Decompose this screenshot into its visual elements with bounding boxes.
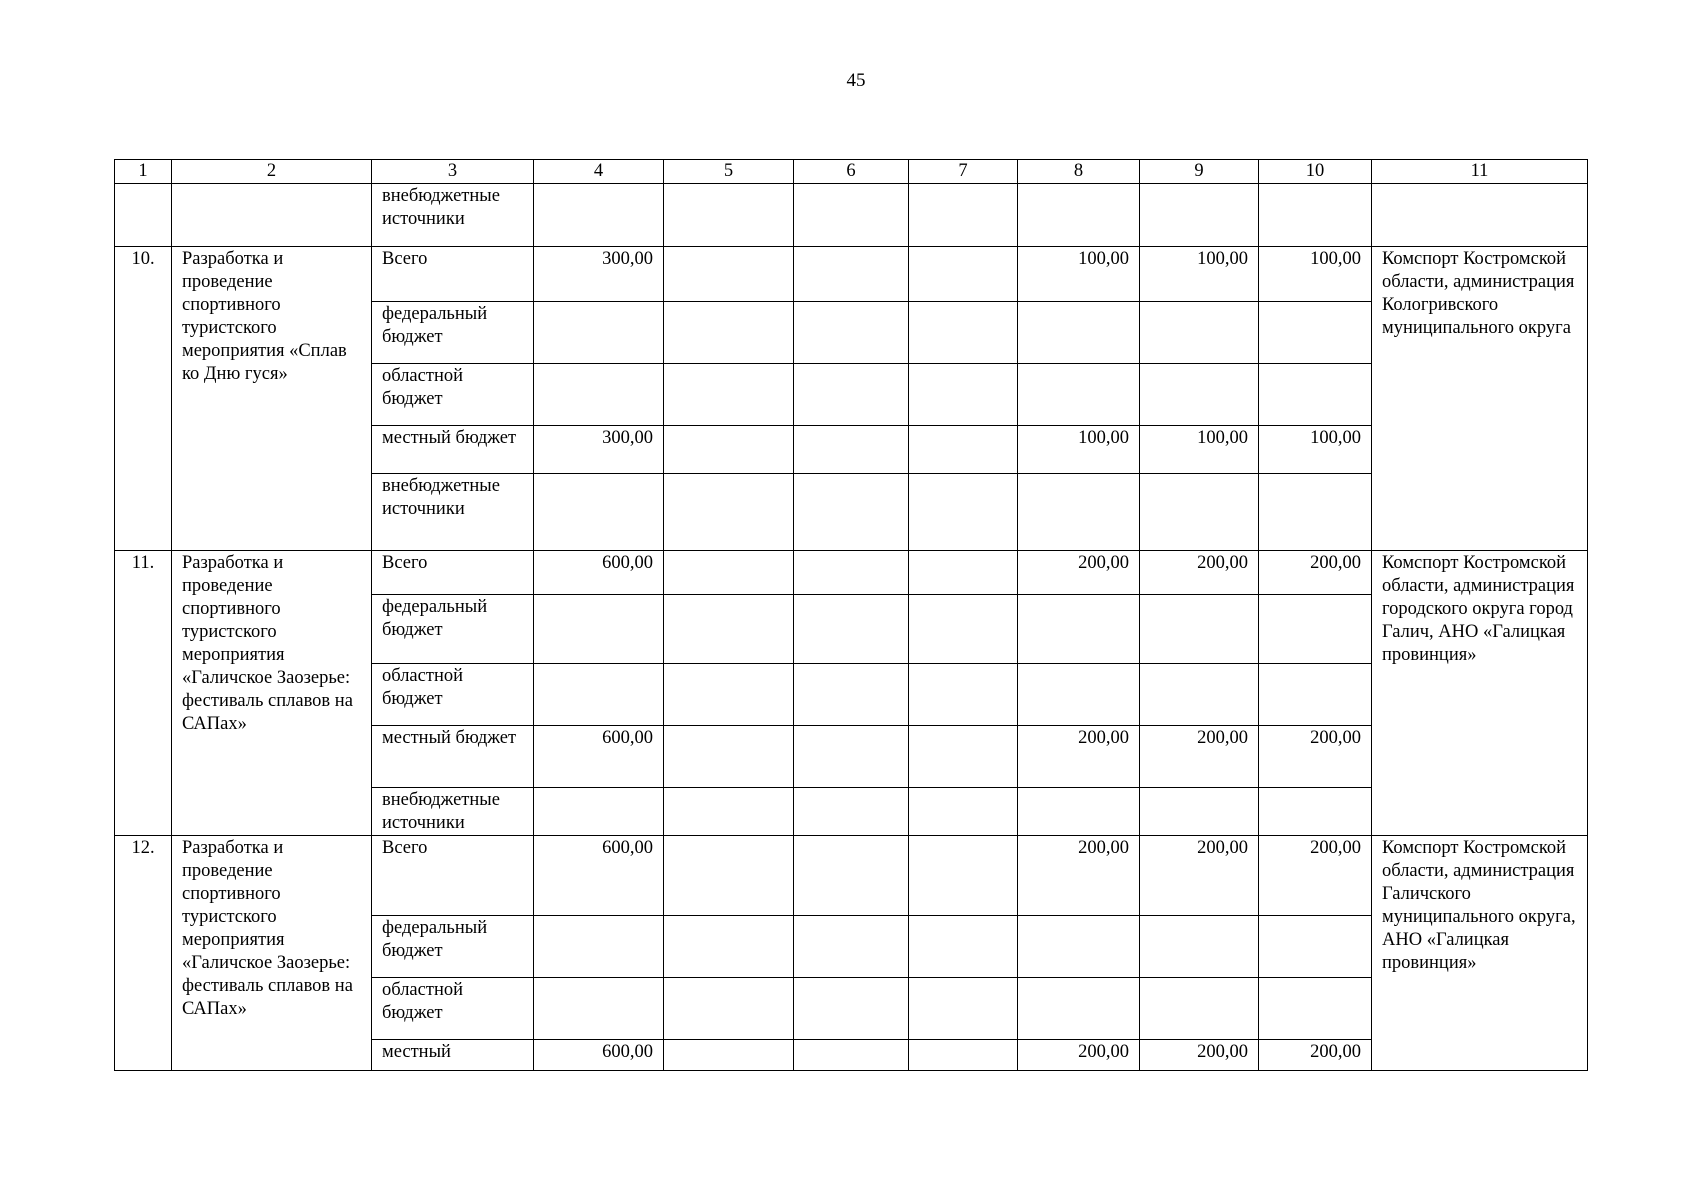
- item-name: Разработка и проведение спортивного туристского мероприятия «Галичское Заозерье: фестиваль сплавов на САПах»: [172, 836, 372, 1071]
- source-label: местный: [372, 1040, 534, 1071]
- column-header: 10: [1259, 160, 1372, 184]
- value-col10: 200,00: [1259, 726, 1372, 788]
- column-header: 11: [1372, 160, 1588, 184]
- item-number: 10.: [115, 247, 172, 551]
- table-row: [115, 551, 1588, 595]
- value-col4: 300,00: [534, 247, 664, 302]
- value-col8: 200,00: [1018, 551, 1140, 595]
- budget-table: [114, 159, 1588, 1071]
- source-label: Всего: [372, 551, 534, 595]
- source-label: федеральный бюджет: [372, 302, 534, 364]
- value-col4: 600,00: [534, 1040, 664, 1071]
- executor: Комспорт Костромской области, администрация Кологривского муниципального округа: [1372, 247, 1588, 551]
- item-name: Разработка и проведение спортивного туристского мероприятия «Сплав ко Дню гуся»: [172, 247, 372, 551]
- value-col8: 100,00: [1018, 426, 1140, 474]
- item-number: 12.: [115, 836, 172, 1071]
- item-name: Разработка и проведение спортивного туристского мероприятия «Галичское Заозерье: фестиваль сплавов на САПах»: [172, 551, 372, 836]
- value-col4: 300,00: [534, 426, 664, 474]
- column-header: 1: [115, 160, 172, 184]
- executor: Комспорт Костромской области, администрация городского округа город Галич, АНО «Галицкая провинция»: [1372, 551, 1588, 836]
- column-header: 8: [1018, 160, 1140, 184]
- executor: Комспорт Костромской области, администрация Галичского муниципального округа, АНО «Галицкая провинция»: [1372, 836, 1588, 1071]
- page-number: 45: [846, 70, 866, 91]
- table-row: [115, 184, 1588, 247]
- value-col10: 200,00: [1259, 551, 1372, 595]
- value-col9: 100,00: [1140, 426, 1259, 474]
- value-col10: 100,00: [1259, 247, 1372, 302]
- source-label: внебюджетные источники: [372, 788, 534, 836]
- source-label: Всего: [372, 247, 534, 302]
- table-row: [115, 247, 1588, 302]
- column-header: 6: [794, 160, 909, 184]
- header-row: [115, 160, 1588, 184]
- source-label: областной бюджет: [372, 364, 534, 426]
- value-col9: 200,00: [1140, 726, 1259, 788]
- column-header: 4: [534, 160, 664, 184]
- value-col9: 200,00: [1140, 836, 1259, 916]
- value-col8: 200,00: [1018, 836, 1140, 916]
- table-row: [115, 836, 1588, 916]
- column-header: 5: [664, 160, 794, 184]
- source-label: Всего: [372, 836, 534, 916]
- source-label: областной бюджет: [372, 978, 534, 1040]
- value-col10: 200,00: [1259, 836, 1372, 916]
- source-label: местный бюджет: [372, 426, 534, 474]
- source-label: внебюджетные источники: [372, 474, 534, 551]
- value-col10: 100,00: [1259, 426, 1372, 474]
- item-number: 11.: [115, 551, 172, 836]
- value-col4: 600,00: [534, 836, 664, 916]
- value-col9: 200,00: [1140, 551, 1259, 595]
- column-header: 2: [172, 160, 372, 184]
- value-col9: 100,00: [1140, 247, 1259, 302]
- value-col10: 200,00: [1259, 1040, 1372, 1071]
- value-col9: 200,00: [1140, 1040, 1259, 1071]
- source-label: областной бюджет: [372, 664, 534, 726]
- value-col4: 600,00: [534, 551, 664, 595]
- value-col8: 200,00: [1018, 726, 1140, 788]
- column-header: 7: [909, 160, 1018, 184]
- column-header: 9: [1140, 160, 1259, 184]
- value-col4: 600,00: [534, 726, 664, 788]
- source-label: внебюджетные источники: [372, 184, 534, 247]
- value-col8: 200,00: [1018, 1040, 1140, 1071]
- source-label: местный бюджет: [372, 726, 534, 788]
- source-label: федеральный бюджет: [372, 595, 534, 664]
- source-label: федеральный бюджет: [372, 916, 534, 978]
- column-header: 3: [372, 160, 534, 184]
- value-col8: 100,00: [1018, 247, 1140, 302]
